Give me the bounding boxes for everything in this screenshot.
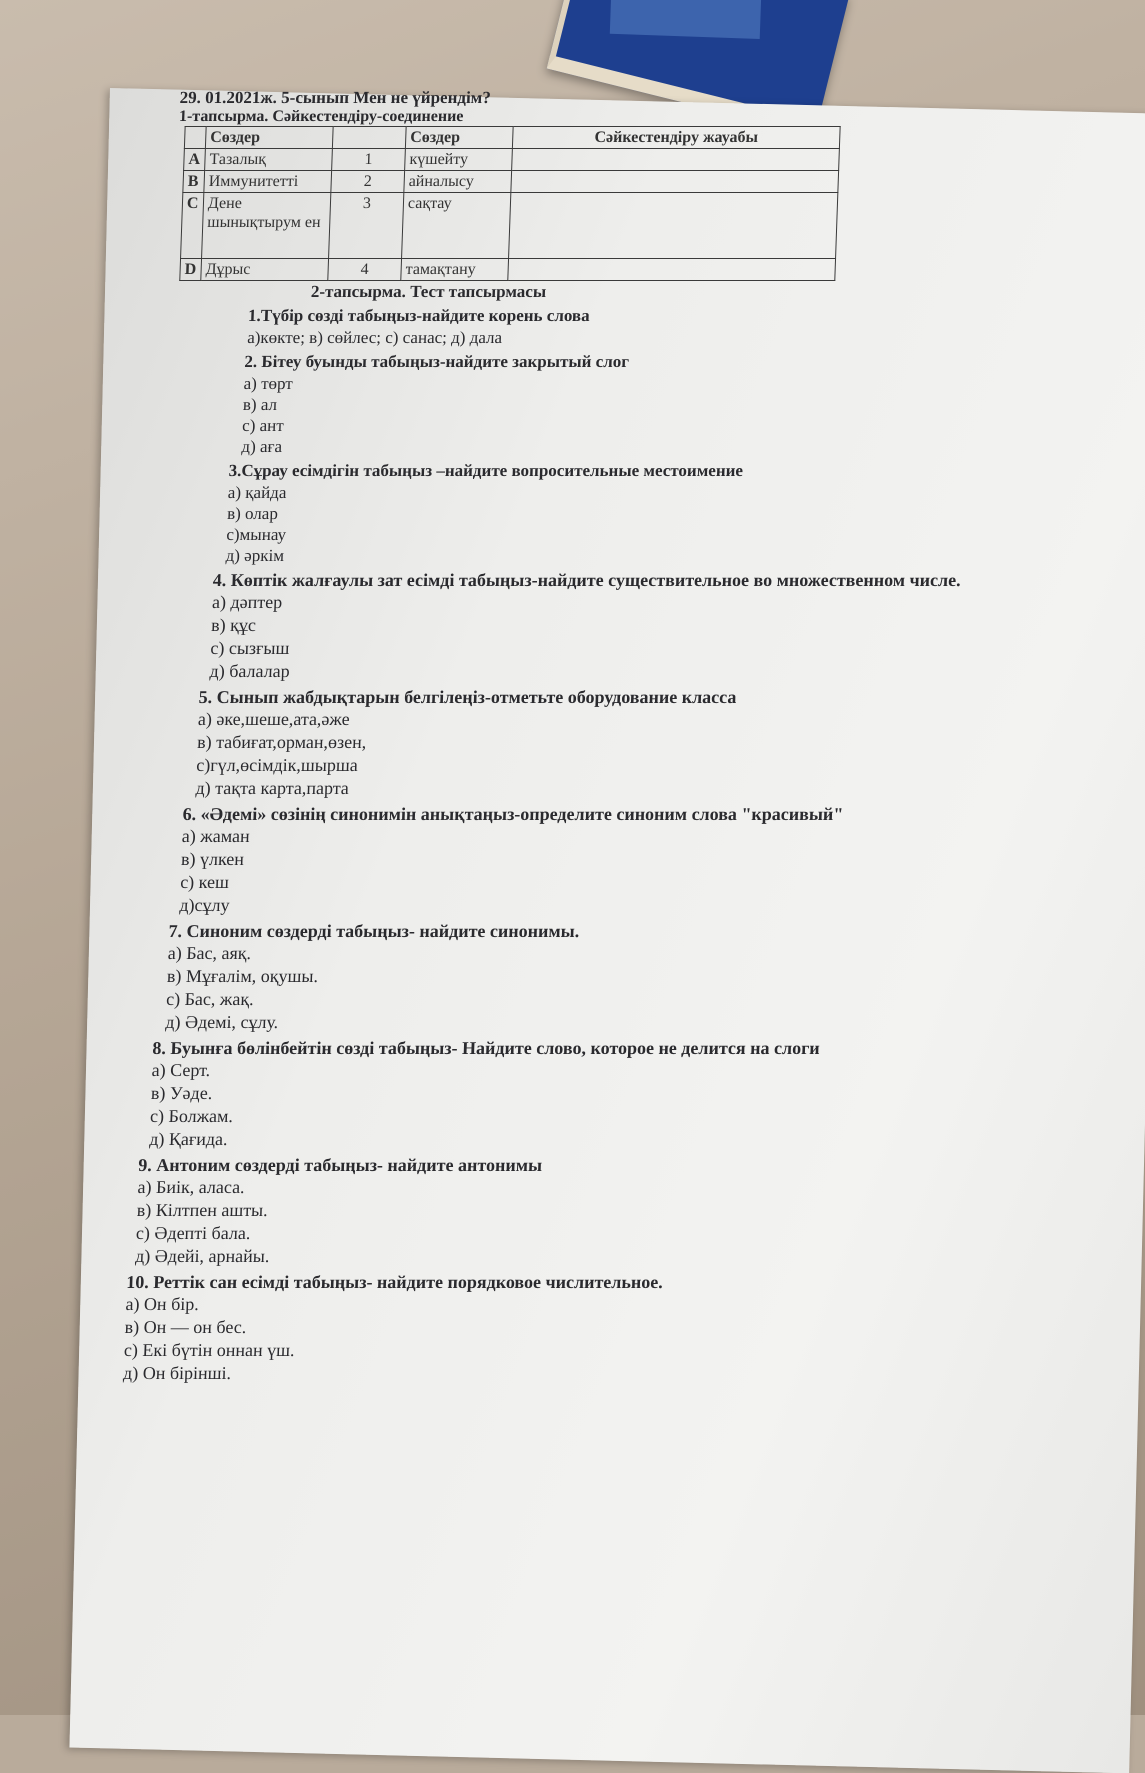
row-number: 1 xyxy=(332,149,406,171)
table-row xyxy=(180,259,836,281)
option: д) Әдейі, арнайы. xyxy=(134,1246,270,1266)
worksheet-paper xyxy=(69,88,1145,1773)
row-word: Тазалық xyxy=(205,149,333,171)
row-letter: В xyxy=(183,171,205,193)
row-word-right: сақтау xyxy=(402,193,511,259)
option: а) Биік, аласа. xyxy=(137,1177,245,1197)
matching-table xyxy=(179,126,840,281)
option: д) балалар xyxy=(209,661,291,681)
row-answer-cell xyxy=(509,193,838,259)
header-words-right: Сөздер xyxy=(405,127,513,149)
question-title: 3.Сұрау есімдігін табыңыз –найдите вопросительные местоимение xyxy=(228,461,744,480)
table-header-row xyxy=(184,127,840,149)
option: с)гүл,өсімдік,шырша xyxy=(196,755,359,775)
option: в) табиғат,орман,өзен, xyxy=(196,732,367,752)
header-answer: Сәйкестендіру жауабы xyxy=(512,127,840,149)
option: с)мынау xyxy=(226,525,287,544)
option: а) Бас, аяқ. xyxy=(167,943,252,963)
question-title: 6. «Әдемі» сөзінің синонимін анықтаңыз-определите синоним слова "красивый" xyxy=(182,804,844,824)
question-title: 7. Синоним сөздерді табыңыз- найдите синонимы. xyxy=(168,921,580,941)
row-number: 3 xyxy=(329,193,404,259)
header-date-title: 29. 01.2021ж. 5-сынып Мен не үйрендім? xyxy=(179,88,492,107)
header-words-left: Сөздер xyxy=(205,127,333,149)
option: д) тақта карта,парта xyxy=(195,778,350,798)
option: а)көкте; в) сөйлес; с) санас; д) дала xyxy=(246,328,503,347)
task2-title: 2-тапсырма. Тест тапсырмасы xyxy=(310,282,547,301)
row-word: Дұрыс xyxy=(201,259,329,281)
worksheet-header xyxy=(179,88,1145,126)
question-5 xyxy=(195,686,1145,800)
question-4 xyxy=(209,569,1145,683)
option: а) жаман xyxy=(181,826,251,846)
row-letter: С xyxy=(181,193,204,259)
row-number: 4 xyxy=(328,259,402,281)
question-6 xyxy=(179,803,1143,917)
row-word: Дене шынықтырум ен xyxy=(202,193,331,259)
option: д) Әдемі, сұлу. xyxy=(165,1012,279,1032)
option: с) Болжам. xyxy=(149,1106,234,1126)
option: в) құс xyxy=(210,615,257,635)
row-letter: А xyxy=(184,149,206,171)
row-word-right: тамақтану xyxy=(401,259,509,281)
question-title: 8. Буынға бөлінбейтін сөзді табыңыз- Найдите слово, которое не делится на слоги xyxy=(152,1038,821,1058)
question-7 xyxy=(165,920,1139,1034)
row-letter: D xyxy=(180,259,202,281)
option: с) Бас, жақ. xyxy=(165,989,255,1009)
worksheet-content xyxy=(65,88,1145,1385)
option: д) әркім xyxy=(225,546,285,565)
option: в) Уәде. xyxy=(150,1083,213,1103)
row-word-right: күшейту xyxy=(405,149,513,171)
option: в) олар xyxy=(226,504,279,523)
option: с) сызғыш xyxy=(210,638,290,658)
row-answer-cell xyxy=(512,149,840,171)
table-row xyxy=(183,171,839,193)
header-num-blank xyxy=(332,127,406,149)
table-row xyxy=(184,149,840,171)
question-2 xyxy=(241,351,1145,457)
question-title: 10. Реттік сан есімді табыңыз- найдите порядковое числительное. xyxy=(125,1272,664,1292)
option: с) Екі бүтін оннан үш. xyxy=(123,1340,295,1360)
row-answer-cell xyxy=(511,171,839,193)
question-title: 5. Сынып жабдықтарын белгілеңіз-отметьте оборудование класса xyxy=(198,687,737,707)
row-answer-cell xyxy=(508,259,836,281)
question-title: 4. Көптік жалғаулы зат есімді табыңыз-найдите существительное во множественном числе. xyxy=(212,570,962,590)
option: а) Серт. xyxy=(151,1060,211,1080)
notebook-shine xyxy=(610,0,762,39)
option: а) дәптер xyxy=(211,592,283,612)
question-9 xyxy=(135,1154,1131,1268)
option: с) ант xyxy=(241,416,285,435)
question-1 xyxy=(247,305,1145,348)
option: д) Қағида. xyxy=(148,1129,228,1149)
question-list xyxy=(123,305,1145,1385)
option: в) ал xyxy=(242,395,278,414)
row-word: Иммунитетті xyxy=(204,171,332,193)
option: а) әке,шеше,ата,әже xyxy=(197,709,351,729)
question-title: 9. Антоним сөздерді табыңыз- найдите антонимы xyxy=(138,1155,543,1175)
question-10 xyxy=(123,1271,1127,1385)
option: а) Он бір. xyxy=(125,1294,200,1314)
question-title: 1.Түбір сөзді табыңыз-найдите корень слова xyxy=(247,306,591,325)
option: в) Мұғалім, оқушы. xyxy=(166,966,319,986)
option: в) Кілтпен ашты. xyxy=(136,1200,269,1220)
option: в) үлкен xyxy=(180,849,245,869)
option: д) аға xyxy=(241,437,283,456)
option: д) Он бірінші. xyxy=(122,1363,232,1383)
question-8 xyxy=(149,1037,1135,1151)
header-blank-cell xyxy=(184,127,206,149)
task1-title: 1-тапсырма. Сәйкестендіру-соединение xyxy=(178,108,464,125)
option: а) қайда xyxy=(227,483,287,502)
row-word-right: айналысу xyxy=(404,171,512,193)
option: с) кеш xyxy=(179,872,230,892)
row-number: 2 xyxy=(331,171,405,193)
table-row xyxy=(181,193,838,259)
option: в) Он — он бес. xyxy=(124,1317,247,1337)
option: а) төрт xyxy=(243,374,294,393)
question-title: 2. Бітеу буынды табыңыз-найдите закрытый слог xyxy=(244,352,630,371)
question-3 xyxy=(225,460,1145,566)
option: с) Әдепті бала. xyxy=(135,1223,251,1243)
option: д)сұлу xyxy=(179,895,230,915)
